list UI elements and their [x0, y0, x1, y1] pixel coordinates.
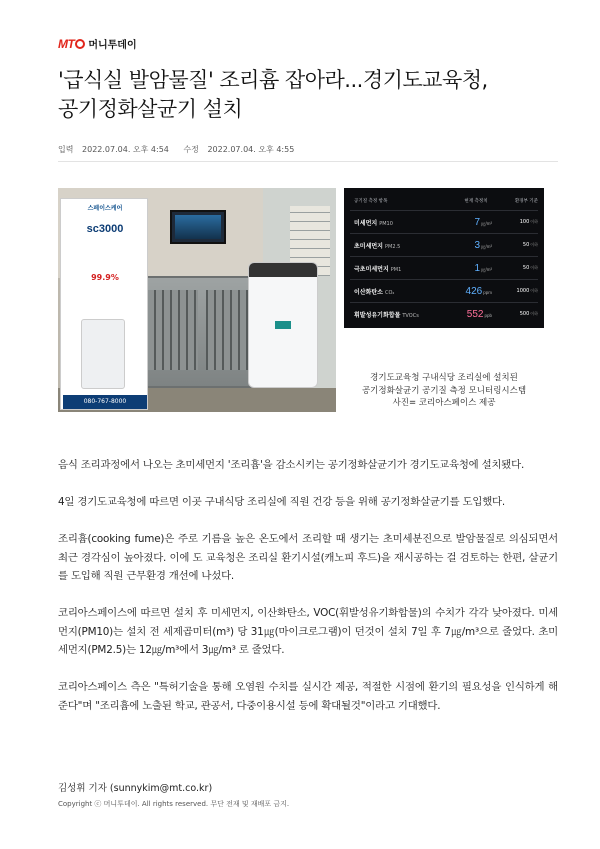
title-line-2: 공기정화살균기 설치	[58, 97, 243, 121]
article-body	[58, 456, 558, 734]
monitor-item-standard: 500이하	[519, 311, 538, 317]
monitor-item-standard: 1000이하	[516, 288, 538, 294]
monitor-item-standard: 100이하	[519, 219, 538, 225]
monitor-header-standard: 환경부 기준	[514, 199, 538, 204]
input-time: 2022.07.04. 오후 4:54	[82, 145, 169, 154]
monitor-rows	[350, 210, 538, 325]
monitor-row	[350, 256, 538, 279]
monitor-header-item: 공기질 측정 항목	[354, 199, 388, 204]
monitor-item-standard-unit: 이하	[530, 219, 538, 224]
body-paragraph-1: 음식 조리과정에서 나오는 초미세먼지 '조리흄'을 감소시키는 공기정화살균기가 경기도교육청에 설치됐다.	[58, 459, 525, 471]
monitor-header	[350, 192, 538, 210]
monitor-row	[350, 279, 538, 302]
monitor-item-unit: ppb	[484, 312, 492, 318]
monitor-item-name: 휘발성유기화합물 TVOCs	[354, 311, 419, 319]
monitor-item-standard: 50이하	[522, 242, 538, 248]
caption-line-1: 경기도교육청 구내식당 조리실에 설치된	[370, 373, 518, 383]
modified-label: 수정	[183, 145, 199, 154]
site-logo[interactable]	[58, 36, 137, 51]
monitor-item-value: 1㎍/m³	[474, 262, 492, 274]
photo-caption	[344, 372, 544, 410]
photo-monitor	[170, 210, 226, 244]
logo-mt-text: MT	[58, 36, 75, 51]
monitor-item-unit: ㎍/m³	[481, 243, 492, 249]
monitor-item-value: 552ppb	[466, 308, 492, 320]
monitor-item-name: 극초미세먼지 PM1	[354, 265, 402, 273]
logo-circle-icon	[75, 39, 85, 49]
monitor-row	[350, 210, 538, 233]
body-paragraph-5: 코리아스페이스 측은 "특허기술을 통해 오염원 수치를 실시간 제공, 적절한 시점에 환기의 필요성을 인식하게 해준다"며 "조리흄에 노출된 학교, 관공서, 다중이용시설 등에 확대될것"이라고 기대했다.	[58, 681, 558, 712]
monitor-item-sub: TVOCs	[402, 312, 419, 319]
body-paragraph-4: 코리아스페이스에 따르면 설치 후 미세먼지, 이산화탄소, VOC(휘발성유기화합물)의 수치가 각각 낮아졌다. 미세먼지(PM10)는 설치 전 세제곱미터(m³) 당 31㎍(마이크로그램)이 던것이 설치 7일 후 7㎍/m³으로 줄었다. 초미세먼지(PM2.5)는 12㎍/m³에서 3㎍/m³ 로 줄었다.	[58, 607, 558, 656]
monitor-header-current: 현재 측정치	[464, 199, 488, 204]
banner-percent: 99.9%	[91, 273, 119, 282]
banner-model: sc3000	[86, 223, 124, 235]
banner-phone: 080-767-8000	[63, 395, 147, 409]
modified-date	[183, 145, 300, 154]
author-byline[interactable]: 김성휘 기자 (sunnykim@mt.co.kr)	[58, 783, 213, 794]
body-paragraph-3: 조리흄(cooking fume)은 주로 기름을 높은 온도에서 조리할 때 생기는 초미세분진으로 발암물질로 의심되면서 최근 경각심이 높아졌다. 이에 도 교육청은 조리실 환기시설(캐노피 후드)을 재시공하는 걸 검토하는 한편, 살균기를 도입해 직원 근무환경 개선에 나섰다.	[58, 533, 558, 582]
monitor-item-unit: ppm	[483, 289, 492, 295]
monitor-item-standard-unit: 이하	[530, 288, 538, 293]
title-line-1: '급식실 발암물질' 조리흄 잡아라...경기도교육청,	[58, 68, 488, 92]
caption-line-2: 공기정화살균기 공기질 측정 모니터링시스템	[361, 385, 527, 396]
monitor-item-standard-unit: 이하	[530, 242, 538, 247]
monitor-item-sub: PM2.5	[384, 243, 401, 250]
input-label: 입력	[58, 145, 74, 154]
monitor-item-unit: ㎍/m³	[481, 266, 492, 272]
monitor-item-standard-unit: 이하	[530, 311, 538, 316]
monitor-item-unit: ㎍/m³	[481, 220, 492, 226]
monitor-row	[350, 233, 538, 256]
monitor-item-name: 초미세먼지 PM2.5	[354, 242, 401, 250]
monitor-item-name: 이산화탄소 CO₂	[354, 288, 395, 296]
photo-air-purifier	[248, 262, 318, 388]
input-date	[58, 145, 175, 154]
article-meta	[58, 144, 306, 155]
monitor-item-name: 미세먼지 PM10	[354, 219, 393, 227]
article-title	[58, 66, 558, 124]
caption-line-3: 사진= 코리아스페이스 제공	[392, 398, 496, 408]
monitor-item-value: 7㎍/m³	[474, 216, 492, 228]
monitor-item-standard: 50이하	[522, 265, 538, 271]
article-photo	[58, 188, 336, 412]
monitor-item-sub: PM1	[390, 266, 402, 273]
monitor-item-standard-unit: 이하	[530, 265, 538, 270]
monitor-item-value: 426ppm	[465, 285, 492, 297]
purifier-logo-icon	[275, 321, 291, 329]
logo-name-text: 머니투데이	[88, 40, 137, 51]
banner-brand: 스페이스케어	[87, 205, 123, 212]
purifier-top	[249, 263, 317, 277]
monitor-row	[350, 302, 538, 325]
body-paragraph-2: 4일 경기도교육청에 따르면 이곳 구내식당 조리실에 직원 건강 등을 위해 공기정화살균기를 도입했다.	[58, 496, 505, 508]
modified-time: 2022.07.04. 오후 4:55	[207, 145, 295, 154]
monitor-item-sub: PM10	[379, 220, 393, 227]
air-quality-monitor	[344, 188, 544, 328]
photo-product-banner	[60, 198, 148, 410]
header-divider	[58, 161, 558, 162]
copyright-notice: Copyright ⓒ 머니투데이. All rights reserved. 무단 전재 및 재배포 금지.	[58, 800, 290, 808]
monitor-item-value: 3㎍/m³	[474, 239, 492, 251]
monitor-item-sub: CO₂	[384, 289, 395, 296]
banner-device-image	[81, 319, 125, 389]
